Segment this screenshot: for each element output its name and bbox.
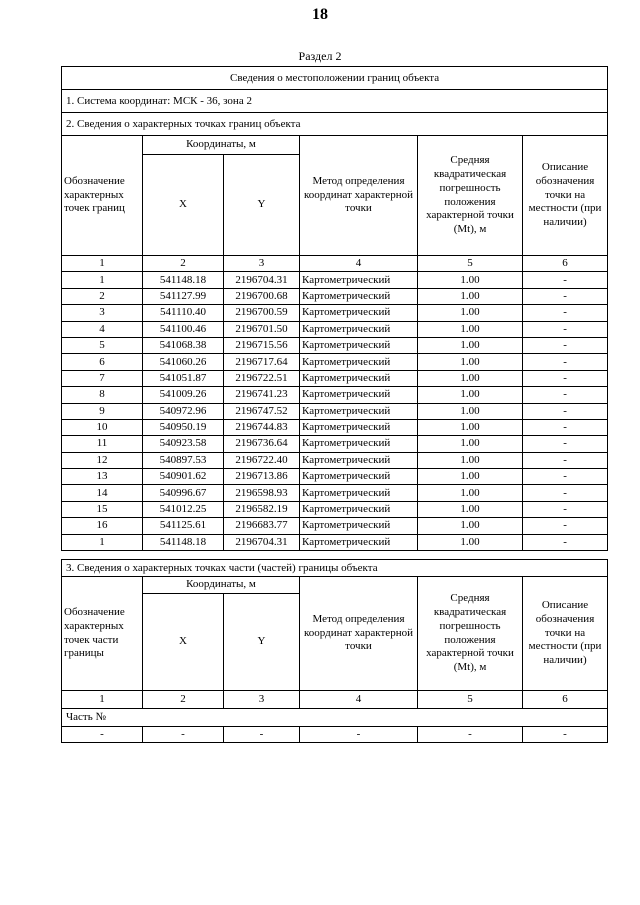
method: Картометрический <box>300 354 418 370</box>
coord-x: 540950.19 <box>143 419 224 435</box>
error-mt: 1.00 <box>418 485 523 501</box>
coord-x: 541127.99 <box>143 288 224 304</box>
coord-x: 540901.62 <box>143 469 224 485</box>
method: Картометрический <box>300 452 418 468</box>
boundary-points-table <box>61 66 608 551</box>
method: Картометрический <box>300 272 418 288</box>
coord-y: 2196741.23 <box>224 387 300 403</box>
coord-y: 2196598.93 <box>224 485 300 501</box>
error-mt: 1.00 <box>418 469 523 485</box>
description: - <box>523 288 608 304</box>
header-x: X <box>143 594 224 691</box>
method: Картометрический <box>300 387 418 403</box>
method: Картометрический <box>300 469 418 485</box>
point-number: 16 <box>62 518 143 534</box>
coord-y: 2196747.52 <box>224 403 300 419</box>
coord-y: 2196736.64 <box>224 436 300 452</box>
method: Картометрический <box>300 436 418 452</box>
column-numbers-row <box>62 256 608 272</box>
part-points-table <box>61 559 608 743</box>
empty-cell: - <box>62 727 143 743</box>
coord-x: 541125.61 <box>143 518 224 534</box>
coord-x: 541060.26 <box>143 354 224 370</box>
description: - <box>523 272 608 288</box>
coord-x: 541009.26 <box>143 387 224 403</box>
column-number: 6 <box>523 256 608 272</box>
empty-cell: - <box>224 727 300 743</box>
column-number: 2 <box>143 691 224 709</box>
table-row <box>62 534 608 550</box>
header-y: Y <box>224 594 300 691</box>
table-row <box>62 370 608 386</box>
description: - <box>523 354 608 370</box>
point-number: 8 <box>62 387 143 403</box>
header-error: Средняя квадратическая погрешность положения характерной точки (Mt), м <box>418 136 523 256</box>
column-number: 4 <box>300 691 418 709</box>
description: - <box>523 436 608 452</box>
description: - <box>523 387 608 403</box>
coord-y: 2196704.31 <box>224 272 300 288</box>
table-row <box>62 485 608 501</box>
coord-x: 541100.46 <box>143 321 224 337</box>
coord-y: 2196704.31 <box>224 534 300 550</box>
table-row <box>62 501 608 517</box>
point-number: 15 <box>62 501 143 517</box>
method: Картометрический <box>300 337 418 353</box>
column-number: 1 <box>62 256 143 272</box>
description: - <box>523 419 608 435</box>
method: Картометрический <box>300 419 418 435</box>
description: - <box>523 452 608 468</box>
table-row <box>62 727 608 743</box>
description: - <box>523 518 608 534</box>
column-number: 6 <box>523 691 608 709</box>
point-number: 14 <box>62 485 143 501</box>
coord-x: 541148.18 <box>143 272 224 288</box>
column-number: 4 <box>300 256 418 272</box>
error-mt: 1.00 <box>418 452 523 468</box>
table-row <box>62 321 608 337</box>
method: Картометрический <box>300 305 418 321</box>
method: Картометрический <box>300 534 418 550</box>
method: Картометрический <box>300 518 418 534</box>
empty-cell: - <box>300 727 418 743</box>
description: - <box>523 337 608 353</box>
header-coordinates: Координаты, м <box>143 136 300 155</box>
empty-cell: - <box>523 727 608 743</box>
description: - <box>523 485 608 501</box>
table-row <box>62 403 608 419</box>
page-number: 18 <box>312 6 328 23</box>
coord-y: 2196715.56 <box>224 337 300 353</box>
error-mt: 1.00 <box>418 387 523 403</box>
table-row <box>62 387 608 403</box>
empty-cell: - <box>143 727 224 743</box>
table-row <box>62 419 608 435</box>
header-description: Описание обозначения точки на местности (при наличии) <box>523 577 608 691</box>
point-number: 1 <box>62 534 143 550</box>
table-row <box>62 354 608 370</box>
description: - <box>523 469 608 485</box>
description: - <box>523 370 608 386</box>
column-number: 3 <box>224 691 300 709</box>
description: - <box>523 403 608 419</box>
column-number: 1 <box>62 691 143 709</box>
error-mt: 1.00 <box>418 436 523 452</box>
error-mt: 1.00 <box>418 288 523 304</box>
header-point-designation: Обозначение характерных точек части границы <box>62 577 143 691</box>
point-number: 9 <box>62 403 143 419</box>
table-row <box>62 452 608 468</box>
method: Картометрический <box>300 403 418 419</box>
points-body <box>62 272 608 551</box>
header-point-designation: Обозначение характерных точек границ <box>62 136 143 256</box>
table-row <box>62 469 608 485</box>
point-number: 3 <box>62 305 143 321</box>
description: - <box>523 305 608 321</box>
coord-y: 2196700.59 <box>224 305 300 321</box>
header-x: X <box>143 155 224 256</box>
column-numbers-row <box>62 691 608 709</box>
coord-y: 2196701.50 <box>224 321 300 337</box>
header-y: Y <box>224 155 300 256</box>
method: Картометрический <box>300 501 418 517</box>
part2-title: 3. Сведения о характерных точках части (частей) границы объекта <box>62 560 608 577</box>
point-number: 10 <box>62 419 143 435</box>
point-number: 2 <box>62 288 143 304</box>
section-label: Раздел 2 <box>298 49 342 63</box>
error-mt: 1.00 <box>418 272 523 288</box>
coord-x: 541051.87 <box>143 370 224 386</box>
table-row <box>62 436 608 452</box>
header-description: Описание обозначения точки на местности (при наличии) <box>523 136 608 256</box>
coord-y: 2196700.68 <box>224 288 300 304</box>
description: - <box>523 321 608 337</box>
coord-y: 2196713.86 <box>224 469 300 485</box>
error-mt: 1.00 <box>418 403 523 419</box>
table-row <box>62 272 608 288</box>
point-number: 13 <box>62 469 143 485</box>
coord-x: 541068.38 <box>143 337 224 353</box>
header-coordinates: Координаты, м <box>143 577 300 594</box>
part-label: Часть № <box>62 709 608 727</box>
part1-title: 2. Сведения о характерных точках границ объекта <box>62 113 608 136</box>
coord-x: 541148.18 <box>143 534 224 550</box>
error-mt: 1.00 <box>418 370 523 386</box>
point-number: 1 <box>62 272 143 288</box>
header-method: Метод определения координат характерной точки <box>300 136 418 256</box>
table-row <box>62 337 608 353</box>
error-mt: 1.00 <box>418 534 523 550</box>
coord-x: 540897.53 <box>143 452 224 468</box>
coord-x: 540923.58 <box>143 436 224 452</box>
table-row <box>62 305 608 321</box>
description: - <box>523 534 608 550</box>
coord-y: 2196722.40 <box>224 452 300 468</box>
point-number: 6 <box>62 354 143 370</box>
method: Картометрический <box>300 321 418 337</box>
coord-y: 2196582.19 <box>224 501 300 517</box>
error-mt: 1.00 <box>418 419 523 435</box>
point-number: 5 <box>62 337 143 353</box>
error-mt: 1.00 <box>418 518 523 534</box>
table-row <box>62 518 608 534</box>
error-mt: 1.00 <box>418 501 523 517</box>
description: - <box>523 501 608 517</box>
coord-y: 2196683.77 <box>224 518 300 534</box>
coord-y: 2196744.83 <box>224 419 300 435</box>
header-method: Метод определения координат характерной точки <box>300 577 418 691</box>
coord-x: 541012.25 <box>143 501 224 517</box>
coord-x: 540996.67 <box>143 485 224 501</box>
method: Картометрический <box>300 485 418 501</box>
point-number: 7 <box>62 370 143 386</box>
empty-cell: - <box>418 727 523 743</box>
coord-x: 540972.96 <box>143 403 224 419</box>
column-number: 2 <box>143 256 224 272</box>
table-row <box>62 288 608 304</box>
method: Картометрический <box>300 288 418 304</box>
error-mt: 1.00 <box>418 354 523 370</box>
column-number: 5 <box>418 256 523 272</box>
column-number: 5 <box>418 691 523 709</box>
error-mt: 1.00 <box>418 337 523 353</box>
table-title: Сведения о местоположении границ объекта <box>62 67 608 90</box>
coord-system: 1. Система координат: МСК - 36, зона 2 <box>62 90 608 113</box>
method: Картометрический <box>300 370 418 386</box>
point-number: 12 <box>62 452 143 468</box>
coord-y: 2196717.64 <box>224 354 300 370</box>
coord-y: 2196722.51 <box>224 370 300 386</box>
error-mt: 1.00 <box>418 305 523 321</box>
coord-x: 541110.40 <box>143 305 224 321</box>
header-error: Средняя квадратическая погрешность положения характерной точки (Mt), м <box>418 577 523 691</box>
point-number: 4 <box>62 321 143 337</box>
error-mt: 1.00 <box>418 321 523 337</box>
point-number: 11 <box>62 436 143 452</box>
column-number: 3 <box>224 256 300 272</box>
